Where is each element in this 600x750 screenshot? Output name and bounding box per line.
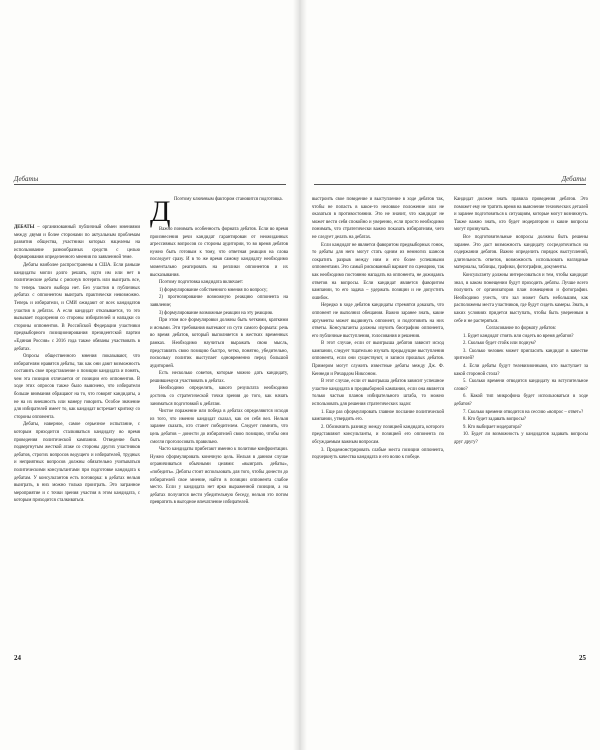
paragraph-text: 3) формулирование возможные реакции на эту реакцию. bbox=[159, 310, 274, 316]
header-rule bbox=[14, 184, 286, 185]
paragraph bbox=[14, 224, 140, 262]
paragraph bbox=[150, 226, 288, 279]
paragraph bbox=[14, 353, 140, 421]
text-column-right-b bbox=[454, 196, 588, 648]
right-page bbox=[300, 0, 600, 750]
paragraph bbox=[150, 317, 288, 370]
paragraph-text: Согласование по формату дебатов: bbox=[485, 326, 557, 332]
paragraph-text: Дебаты, наверное, самое серьезное испытание, с которым приходится сталкиваться кандидату во время проведения политической кампании. Отведение быть подвергнутым жесткой атаке со стороны других участников дебатов, строгих вопросов ведущего и избирателей, трудных и неприятных вопросов должны обязательно учитываться политическими консультантами при подготовке кандидата к дебатам. У консультантов есть поговорка: в дебатах нельзя выиграть, в них можно только проиграть. Это загранное мероприятие и с точки зрения участия в этом кандидата, с которым приходится сталкиваться. bbox=[14, 422, 140, 504]
paragraph-text: 1. Будет кандидат стоять или сидеть во время дебатов? bbox=[463, 333, 574, 339]
paragraph bbox=[454, 348, 588, 363]
paragraph bbox=[454, 234, 588, 272]
paragraph bbox=[312, 242, 444, 303]
paragraph-text: 2. Сколько будет стойк или подиум? bbox=[463, 341, 536, 347]
paragraph-text: Важно понимать особенность формата дебатов. Если во время произнесения речи кандидат гарантирован от неожиданных агрессивных вопросов со стороны аудитории, то во время дебатов нужно быть готовым к тому, что ответная реакция на слова последует сразу. И в то же время самому кандидату необходимо моментально реагировать на реплики оппонентов и их высказывания. bbox=[150, 227, 288, 278]
paragraph-text: Чистое поражение или победа в дебатах определяются исходя из того, что именно кандидат сказал, как он себя вел. Нельзя заранее сказать, кто станет победителем. Следует помнить, что цель дебатов – донести до избирателей свою позицию, чтобы они смогли проголосовать правильно. bbox=[150, 409, 288, 445]
paragraph bbox=[454, 416, 588, 424]
paragraph-text: 8. Кто будет задавать вопросы? bbox=[463, 417, 526, 423]
paragraph-text: 1) формулирование собственного мнения по вопросу; bbox=[159, 287, 268, 293]
term-lead: ДЕБАТЫ bbox=[14, 225, 35, 230]
paragraph bbox=[454, 340, 588, 348]
paragraph bbox=[454, 409, 588, 417]
paragraph-text: В этот случае, если от выигрыша дебатов зависит исход кампании, следует тщательно изучать предыдущие выступления оппонента, если они существуют, и записи прошлых дебатов. Примером могут служить известные дебаты между Дж. Ф. Кеннеди и Ричардом Никсоном. bbox=[312, 341, 444, 377]
paragraph-text: Опросы общественного мнения показывают, что избирателям нравятся дебаты, так как они дают возможность составить свое представление о позиции кандидата и понять, чем эта позиция отличается от позиции его оппонентов. В ходе этих опросов также было выяснено, что избиратели больше внимания обращают на то, что говорят кандидаты, а не на их внешность или манеру говорить. Особое значение для избирателей имеет то, как кандидат встречает критику со стороны оппонента. bbox=[14, 354, 140, 420]
paragraph bbox=[150, 310, 288, 318]
paragraph-text: 2) прогнозирование возможную реакцию оппонента на заявление; bbox=[150, 295, 288, 308]
paragraph bbox=[14, 421, 140, 505]
paragraph bbox=[312, 378, 444, 408]
paragraph bbox=[454, 333, 588, 341]
paragraph bbox=[454, 363, 588, 378]
paragraph bbox=[454, 272, 588, 325]
paragraph-text: Дебаты наиболее распространены в США. Если раньше кандидаты могли долго решать, идти им или нет в политические дебаты с рискнув потерять или выиграть все, то теперь такого выбора нет. Без участия в публичных дебатах с оппонентом выиграть практически невозможно. Теперь и избиратели, и СМИ ожидают от всех кандидатов участия в дебатах. А если кандидат отказывается, то это вызывает подозрения со стороны избирателей и нападки со стороны оппонентов. В Российской Федерации участники предвыборного позиционирования президентской партии «Единая Россия» с 2016 года также обязаны участвовать в дебатах. bbox=[14, 262, 140, 352]
paragraph-text: 6. Какой тип микрофона будет использоваться в ходе дебатов? bbox=[454, 394, 588, 408]
paragraph bbox=[312, 409, 444, 424]
paragraph bbox=[454, 196, 588, 234]
page-number: 25 bbox=[579, 654, 586, 662]
paragraph bbox=[150, 287, 288, 295]
paragraph-text: Часто кандидаты прибегают именно к политике конфронтации. Нужно сформулировать конечную цель. Нельзя в данном случае ограничиваться обычными целями: «выиграть дебаты», «победить». Дебаты стоит использовать для того, чтобы донести до избирателей свое мнение, найти в позиции оппонента слабое место. Если у кандидата нет ярко выраженной позиции, а на дебатах получится вести убедительную беседу, нельзя это потом превратить в выгодное впечатление избирателей. bbox=[150, 447, 288, 506]
paragraph-text: 4. Если дебаты будут телевизионными, кто выступает за какой стороной стола? bbox=[454, 364, 588, 377]
paragraph-text: 3. Сколько человек может пригласить кандидат в качестве зрителей? bbox=[454, 348, 588, 362]
text-column-left-a bbox=[14, 224, 140, 648]
paragraph bbox=[454, 325, 588, 333]
paragraph bbox=[150, 408, 288, 446]
header-rule bbox=[314, 184, 586, 185]
paragraph-text: – организованный публичный обмен мнениями между двумя и более сторонами по актуальным проблемам развития общества, участники которых нацелены на использование разнообразных средств с целью формирования определенного мнения по заявленной теме. bbox=[14, 225, 140, 261]
paragraph-text: Кандидат должен знать правила проведения дебатов. Это поможет ему не тратить время на выяснение технических деталей и заранее подготовиться к ситуациям, которые могут возникнуть. Также важно знать, кто будет модератором и какие вопросы могут прозвучать. bbox=[454, 197, 588, 233]
paragraph bbox=[150, 196, 288, 226]
paragraph bbox=[312, 340, 444, 378]
paragraph-text: Есть несколько советов, которые можно дать кандидату, решившемуся участвовать в дебатах. bbox=[150, 371, 288, 384]
paragraph-text: В этот случае, если от выигрыша дебатов зависит успешное участие кандидата в предвыборной кампании, если она является только частью планов избирательного штаба, то можно использовать для решения стратегических задач: bbox=[312, 379, 444, 408]
paragraph bbox=[150, 279, 288, 287]
paragraph bbox=[150, 370, 288, 385]
paragraph bbox=[312, 302, 444, 340]
paragraph-text: Поэтому подготовка кандидата включает: bbox=[159, 280, 244, 286]
paragraph bbox=[312, 424, 444, 447]
paragraph-text: Если кандидат не является фаворитом предвыборных гонок, то дебаты для него могут стать одним из немногих шансов сократить разрыв между ним и его более успешными оппонентами. Это самый рискованный вариант по сценарию, так как необходимо постоянно нападать на оппонента, не дожидаясь ответов на вопросы. Если кандидат является фаворитом кампании, то его задача – удержать позиции и не допустить ошибок. bbox=[312, 242, 444, 301]
paragraph-text: Нередко в ходе дебатов кандидаты стремятся доказать, что оппонент не выполнил обещания. Важно заранее знать, какие аргументы может выдвинуть оппонент, и подготовить на них ответы. Консультанты должны изучить биографию оппонента, его публичные выступления, голосования и решения. bbox=[312, 303, 444, 339]
page-number: 24 bbox=[14, 654, 21, 662]
paragraph-text: 3. Продемонстрировать слабые места позиции оппонента, подчеркнуть качества кандидата и его волю к победе. bbox=[312, 447, 444, 461]
paragraph-text: 9. Кто выбирает модератора? bbox=[463, 424, 522, 430]
paragraph bbox=[454, 424, 588, 432]
paragraph bbox=[150, 446, 288, 507]
drop-cap-letter: Д bbox=[150, 195, 171, 228]
paragraph-text: выстроить свое поведение и выступление в ходе дебатов так, чтобы не попасть в какое-то неловкое положение или не оказаться в противостоянии. Это не значит, что кандидат не может вести себя спокойно и уверенно, если просто необходимо понимать, что стратегически важно показать избирателям, чего не следует делать на дебатах. bbox=[312, 197, 444, 240]
paragraph-text: 2. Обозначить разницу между позицией кандидата, которого представляют консультанты, и позицией его оппонента по обсуждаемым важным вопросам. bbox=[312, 424, 444, 445]
paragraph-text: 1. Еще раз сформулировать главное послание политической кампании, утвердить его. bbox=[312, 409, 444, 423]
paragraph-text: 7. Сколько времени отводится на сессию «вопрос – ответ»? bbox=[463, 409, 584, 415]
paragraph-text: 5. Сколько времени отводится кандидату на вступительное слово? bbox=[454, 379, 588, 392]
running-head: Дебаты bbox=[561, 175, 586, 183]
paragraph bbox=[14, 262, 140, 353]
text-column-left-b bbox=[150, 196, 288, 648]
paragraph bbox=[150, 385, 288, 408]
paragraph bbox=[312, 447, 444, 462]
paragraph bbox=[150, 294, 288, 309]
paragraph-text: Необходимо определить, какого результата необходимо достичь со стратегической точки зрения до того, как начать заниматься подготовкой к дебатам. bbox=[150, 386, 288, 407]
paragraph bbox=[454, 393, 588, 408]
text-column-right-a bbox=[312, 196, 444, 648]
paragraph-text: При этом все формулировки должны быть четкими, краткими и ясными. Эти требования вытекают из сути самого формата: речь во время дебатов, который выполняется в жестких временных рамках. Необходимо научиться выражать свою мысль, представлять свою позицию быстро, четко, понятно, убедительно, поскольку политик выступает одновременно перед большой аудиторией. bbox=[150, 318, 288, 369]
paragraph-text: Консультанту должны интересоваться и тем, чтобы кандидат знал, в каком помещении будут проходить дебаты. Лучше всего получить от организаторов план помещения и фотографии. Необходимо учесть, что зал может быть небольшим, как расположены места участников, где будут сидеть камеры. Знать, в каких условиях придется выступать, чтобы быть уверенным в себе и не растеряться. bbox=[454, 272, 588, 324]
paragraph-text: Все подготовительные вопросы должны быть решены заранее. Это даст возможность кандидату сосредоточиться на содержании дебатов. Важно определить порядок выступлений, длительность ответов, возможность использовать наглядные материалы, таблицы, графики, фотографии, документы. bbox=[454, 234, 588, 271]
paragraph-text: Поэтому ключевым фактором становится подготовка. bbox=[174, 197, 283, 202]
paragraph bbox=[312, 196, 444, 242]
paragraph bbox=[454, 431, 588, 446]
running-head: Дебаты bbox=[14, 175, 39, 183]
paragraph bbox=[454, 378, 588, 393]
paragraph-text: 10. Будет ли возможность у кандидатов задавать вопросы друг другу? bbox=[454, 432, 588, 445]
